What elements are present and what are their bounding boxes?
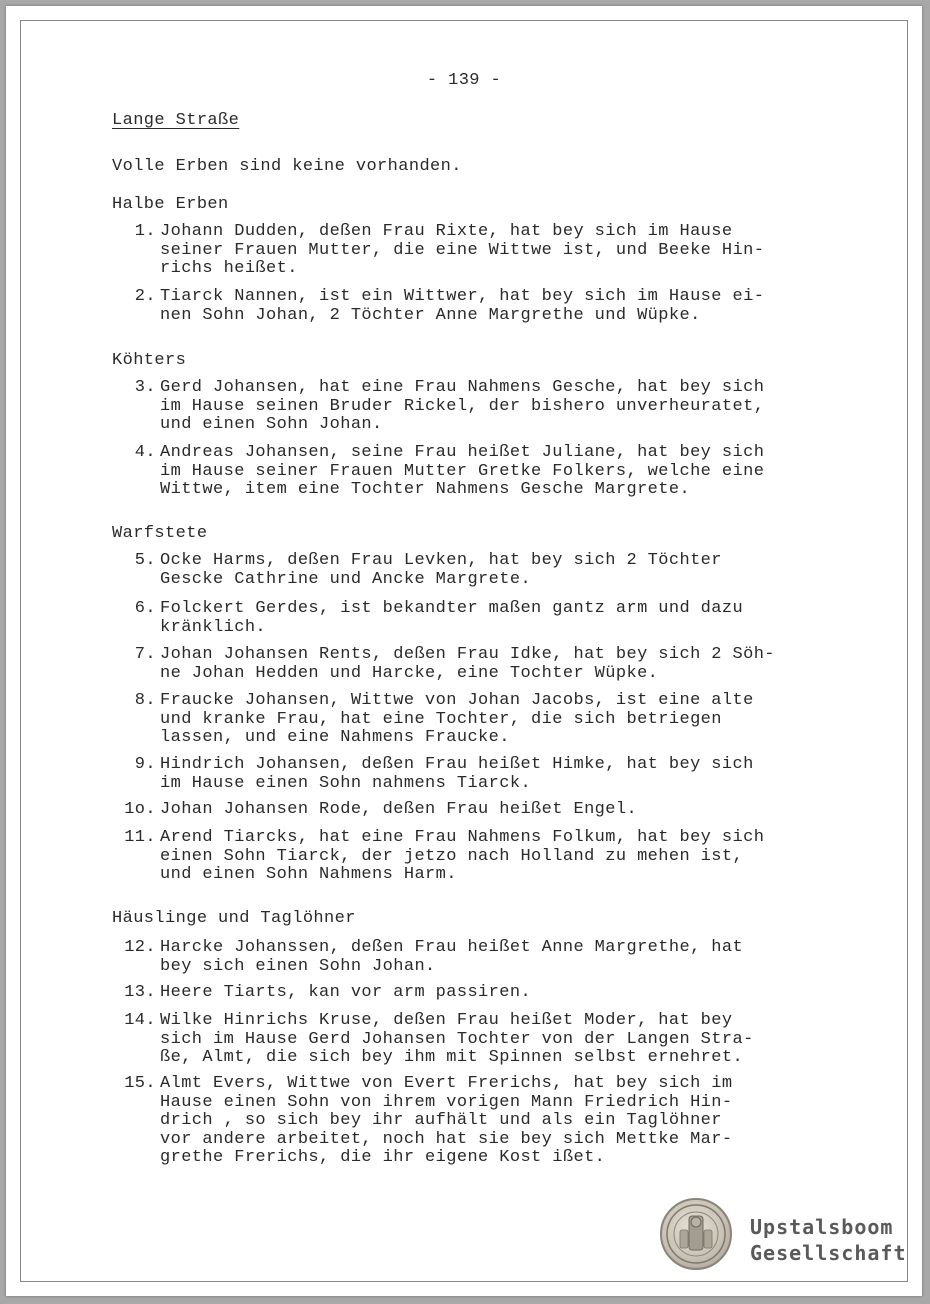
entry-number: 11. <box>124 828 156 847</box>
entry-text: Hindrich Johansen, deßen Frau heißet Himke, hat bey sich im Hause einen Sohn nahmens Tiarck. <box>160 755 754 793</box>
section-title-koehters: Köhters <box>112 351 187 370</box>
page-number: - 139 - <box>426 71 502 90</box>
entry-text: Gerd Johansen, hat eine Frau Nahmens Gesche, hat bey sich im Hause seinen Bruder Rickel, der bishero unverheuratet, und einen Sohn Johan. <box>160 378 765 434</box>
watermark-line-2: Gesellschaft <box>750 1241 907 1265</box>
entry-text: Ocke Harms, deßen Frau Levken, hat bey sich 2 Töchter Gescke Cathrine und Ancke Margrete. <box>160 551 722 589</box>
seal-icon <box>660 1198 732 1270</box>
entry-number: 1o. <box>124 800 156 819</box>
entry-text: Johan Johansen Rents, deßen Frau Idke, hat bey sich 2 Söh- ne Johan Hedden und Harcke, eine Tochter Wüpke. <box>160 645 775 683</box>
entry-text: Wilke Hinrichs Kruse, deßen Frau heißet Moder, hat bey sich im Hause Gerd Johansen Tochter von der Langen Stra- ße, Almt, die sich bey ihm mit Spinnen selbst ernehret. <box>160 1011 754 1067</box>
document-page <box>6 6 922 1296</box>
section-title-warfstete: Warfstete <box>112 524 208 543</box>
entry-text: Johan Johansen Rode, deßen Frau heißet Engel. <box>160 800 638 819</box>
page-frame <box>6 6 922 1296</box>
entry-number: 8. <box>134 691 156 710</box>
entry-text: Andreas Johansen, seine Frau heißet Juliane, hat bey sich im Hause seiner Frauen Mutter Gretke Folkers, welche eine Wittwe, item eine Tochter Nahmens Gesche Margrete. <box>160 443 765 499</box>
entry-text: Harcke Johanssen, deßen Frau heißet Anne Margrethe, hat bey sich einen Sohn Johan. <box>160 938 744 976</box>
street-heading: Lange Straße <box>112 111 240 130</box>
entry-number: 12. <box>124 938 156 957</box>
entry-number: 15. <box>124 1074 156 1093</box>
volle-erben-line: Volle Erben sind keine vorhanden. <box>112 157 462 176</box>
entry-number: 7. <box>134 645 156 664</box>
entry-number: 13. <box>124 983 156 1002</box>
entry-text: Fraucke Johansen, Wittwe von Johan Jacobs, ist eine alte und kranke Frau, hat eine Tochter, die sich betriegen lassen, und eine Nahmens Fraucke. <box>160 691 754 747</box>
entry-text: Folckert Gerdes, ist bekandter maßen gantz arm und dazu kränklich. <box>160 599 744 637</box>
entry-number: 5. <box>134 551 156 570</box>
section-title-halbe-erben: Halbe Erben <box>112 195 229 214</box>
entry-text: Arend Tiarcks, hat eine Frau Nahmens Folkum, hat bey sich einen Sohn Tiarck, der jetzo nach Holland zu mehen ist, und einen Sohn Nahmens Harm. <box>160 828 765 884</box>
entry-number: 3. <box>134 378 156 397</box>
entry-text: Almt Evers, Wittwe von Evert Frerichs, hat bey sich im Hause einen Sohn von ihrem vorigen Mann Friedrich Hin- drich , so sich bey ihr aufhält und als ein Taglöhner vor andere arbeitet, noch hat sie bey sich Mettke Mar- grethe Frerichs, die ihr eigene Kost ißet. <box>160 1074 733 1167</box>
entry-number: 1. <box>134 222 156 241</box>
entry-number: 14. <box>124 1011 156 1030</box>
entry-number: 9. <box>134 755 156 774</box>
watermark-line-1: Upstalsboom <box>750 1215 894 1239</box>
entry-number: 4. <box>134 443 156 462</box>
entry-text: Johann Dudden, deßen Frau Rixte, hat bey sich im Hause seiner Frauen Mutter, die eine Wittwe ist, und Beeke Hin- richs heißet. <box>160 222 765 278</box>
section-title-haeuslinge: Häuslinge und Taglöhner <box>112 909 356 928</box>
entry-number: 2. <box>134 287 156 306</box>
entry-number: 6. <box>134 599 156 618</box>
entry-text: Tiarck Nannen, ist ein Wittwer, hat bey sich im Hause ei- nen Sohn Johan, 2 Töchter Anne Margrethe und Wüpke. <box>160 287 765 325</box>
entry-text: Heere Tiarts, kan vor arm passiren. <box>160 983 532 1002</box>
